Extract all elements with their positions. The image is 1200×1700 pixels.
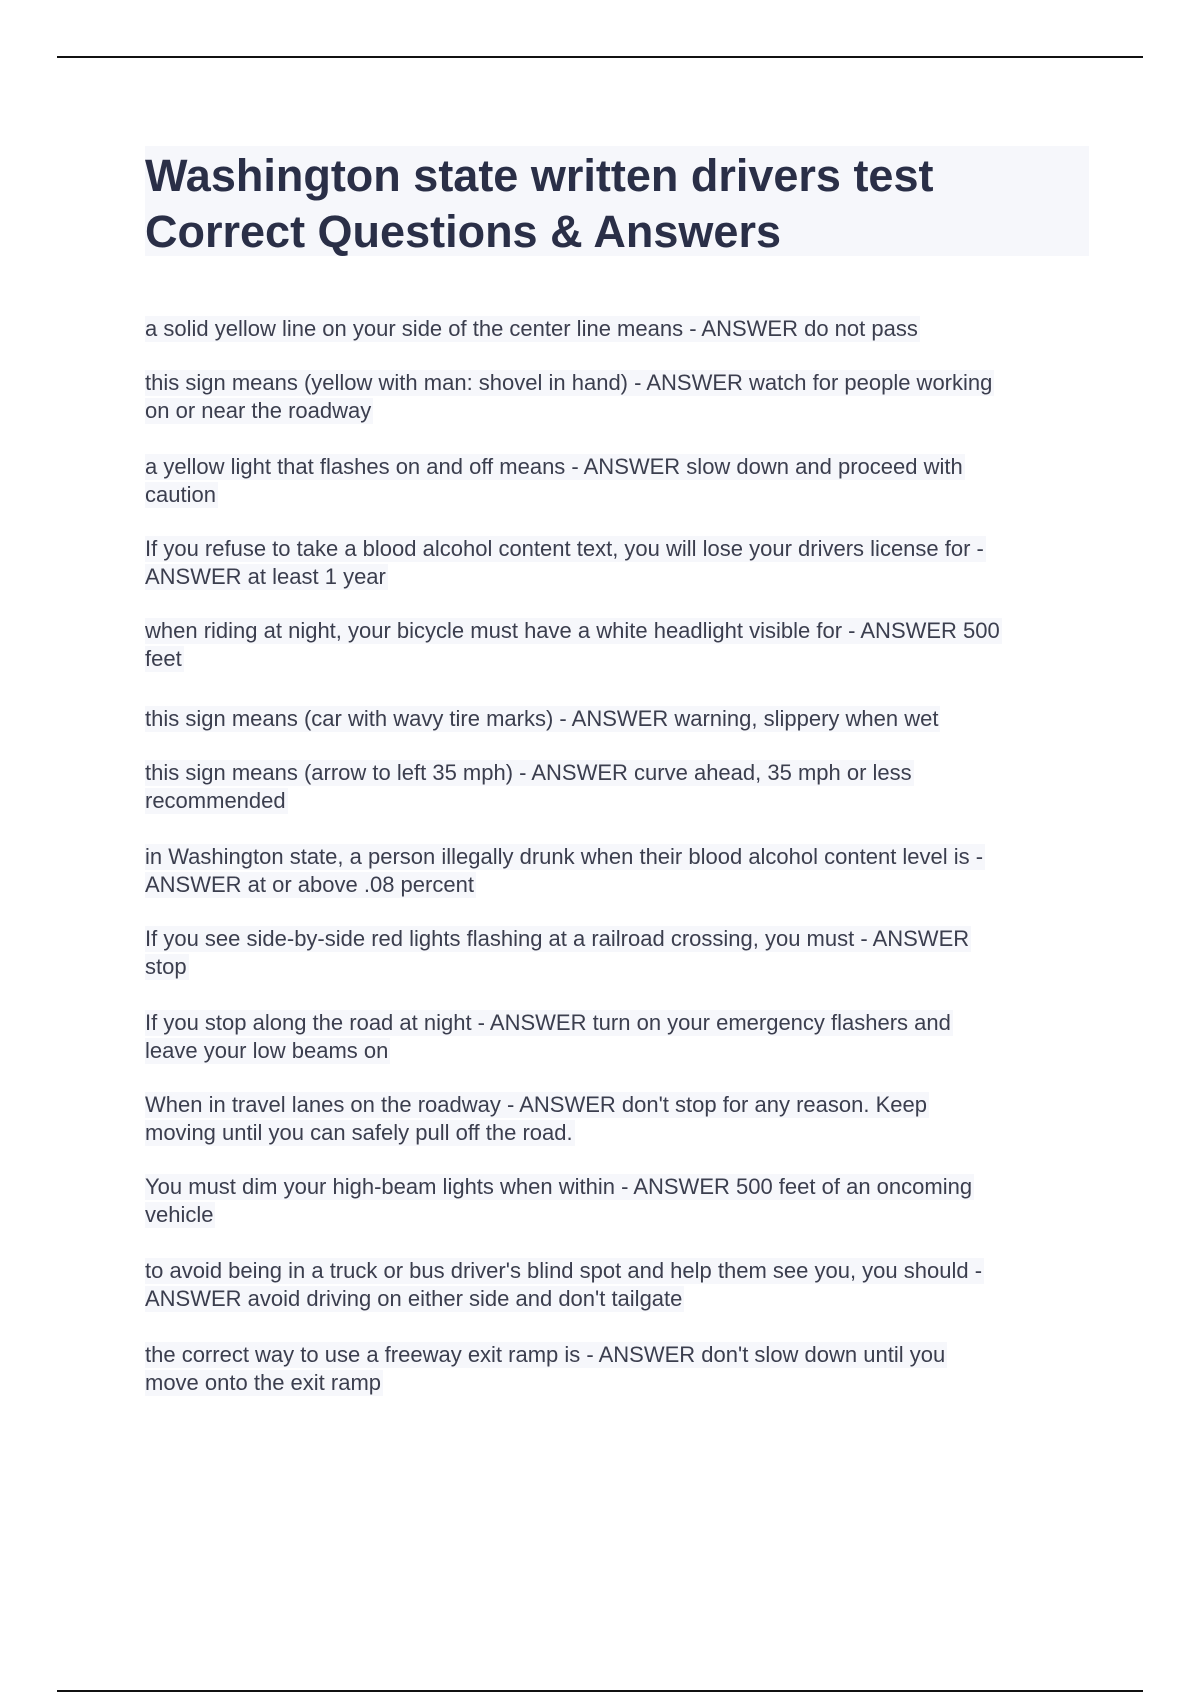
qa-line: stop: [145, 954, 187, 979]
qa-line: move onto the exit ramp: [145, 1370, 382, 1395]
qa-line: a yellow light that flashes on and off means - ANSWER slow down and proceed with: [145, 454, 963, 479]
qa-line: If you refuse to take a blood alcohol content text, you will lose your drivers license for -: [145, 536, 984, 561]
qa-line: when riding at night, your bicycle must have a white headlight visible for - ANSWER 500: [145, 618, 1000, 643]
qa-line: ANSWER at or above .08 percent: [145, 872, 474, 897]
qa-line: on or near the roadway: [145, 398, 372, 423]
qa-line: caution: [145, 482, 216, 507]
qa-line: recommended: [145, 788, 286, 813]
qa-line: a solid yellow line on your side of the center line means - ANSWER do not pass: [145, 316, 918, 341]
title-line-1: Washington state written drivers test: [145, 150, 934, 201]
qa-line: the correct way to use a freeway exit ramp is - ANSWER don't slow down until you: [145, 1342, 946, 1367]
top-rule: [57, 56, 1143, 58]
qa-line: this sign means (car with wavy tire marks) - ANSWER warning, slippery when wet: [145, 706, 939, 731]
document-title: [145, 146, 1089, 256]
bottom-rule: [57, 1690, 1143, 1692]
qa-line: You must dim your high-beam lights when within - ANSWER 500 feet of an oncoming: [145, 1174, 973, 1199]
qa-line: this sign means (yellow with man: shovel in hand) - ANSWER watch for people working: [145, 370, 993, 395]
title-line-2: Correct Questions & Answers: [145, 206, 781, 257]
qa-line: If you stop along the road at night - ANSWER turn on your emergency flashers and: [145, 1010, 951, 1035]
qa-line: vehicle: [145, 1202, 214, 1227]
qa-line: ANSWER at least 1 year: [145, 564, 386, 589]
qa-line: leave your low beams on: [145, 1038, 389, 1063]
qa-line: If you see side-by-side red lights flashing at a railroad crossing, you must - ANSWER: [145, 926, 970, 951]
qa-line: to avoid being in a truck or bus driver's blind spot and help them see you, you should -: [145, 1258, 983, 1283]
qa-line: feet: [145, 646, 182, 671]
qa-line: this sign means (arrow to left 35 mph) - ANSWER curve ahead, 35 mph or less: [145, 760, 912, 785]
qa-line: moving until you can safely pull off the road.: [145, 1120, 573, 1145]
qa-line: ANSWER avoid driving on either side and don't tailgate: [145, 1286, 683, 1311]
qa-line: in Washington state, a person illegally drunk when their blood alcohol content level is -: [145, 844, 984, 869]
qa-line: When in travel lanes on the roadway - ANSWER don't stop for any reason. Keep: [145, 1092, 927, 1117]
